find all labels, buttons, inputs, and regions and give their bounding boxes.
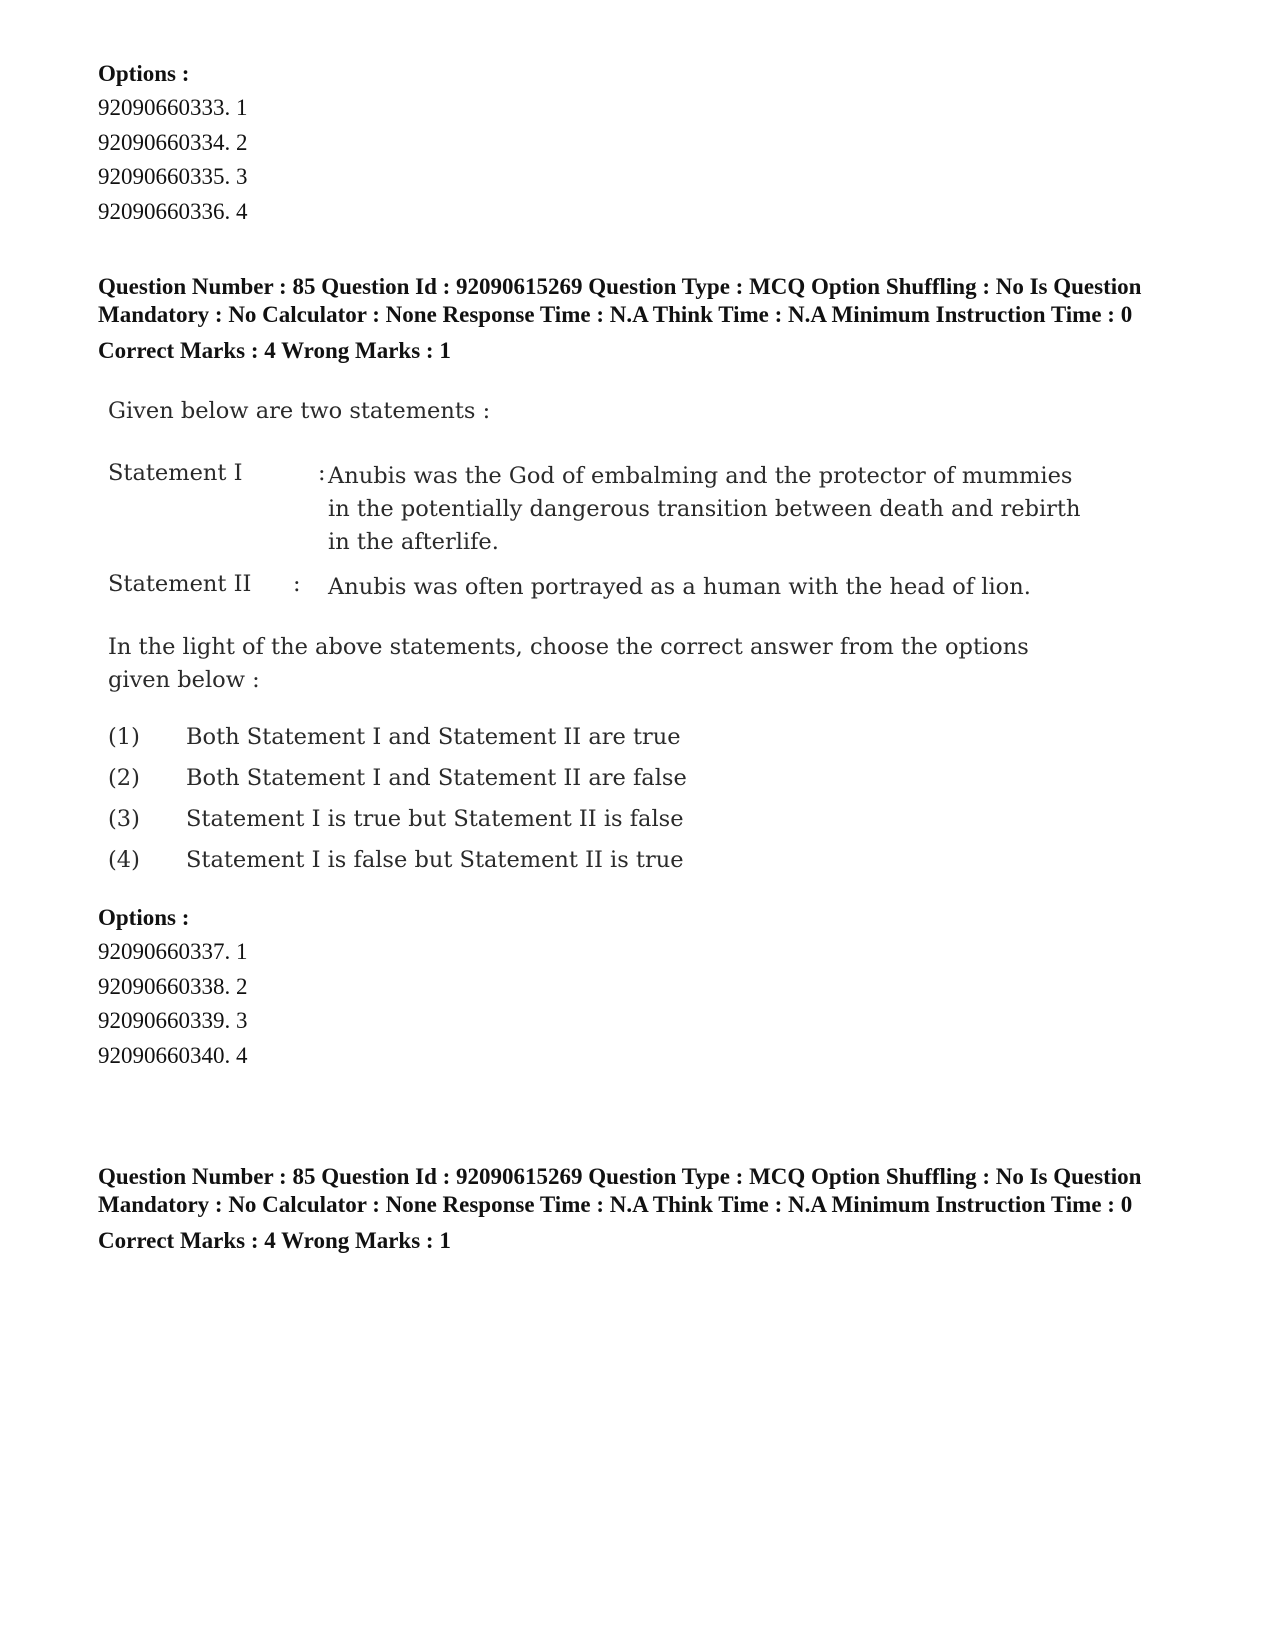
choice-number: (4) <box>108 847 140 873</box>
choice-text: Both Statement I and Statement II are true <box>186 724 681 750</box>
question-meta: Question Number : 85 Question Id : 92090615269 Question Type : MCQ Option Shuffling : No Is Question Mandatory : No Calculator : None Response Time : N.A Think Time : N.A Minimum Instruction Time : 0 <box>98 274 1142 327</box>
option-line: 92090660337. 1 <box>98 939 248 964</box>
statement-2-text: Anubis was often portrayed as a human with the head of lion. <box>328 574 1031 600</box>
answer-choice <box>108 724 1118 758</box>
statement-1-colon: : <box>318 460 326 486</box>
statement-1 <box>108 460 1118 560</box>
question-header <box>98 1163 1198 1255</box>
choice-number: (3) <box>108 806 140 832</box>
question-instruction: In the light of the above statements, choose the correct answer from the options given below : <box>108 634 1029 693</box>
answer-choice <box>108 847 1118 881</box>
answer-choice <box>108 806 1118 840</box>
choice-text: Statement I is false but Statement II is true <box>186 847 684 873</box>
option-line: 92090660340. 4 <box>98 1042 248 1068</box>
choice-number: (1) <box>108 724 140 750</box>
question-meta: Question Number : 85 Question Id : 92090615269 Question Type : MCQ Option Shuffling : No Is Question Mandatory : No Calculator : None Response Time : N.A Think Time : N.A Minimum Instruction Time : 0 <box>98 1164 1142 1217</box>
choice-text: Statement I is true but Statement II is false <box>186 806 684 832</box>
question-body <box>108 398 1118 918</box>
choice-number: (2) <box>108 765 140 791</box>
statement-2 <box>108 571 1118 605</box>
top-options <box>98 57 1198 229</box>
answer-choice <box>108 765 1118 799</box>
question-options <box>98 901 1198 1073</box>
option-line: 92090660339. 3 <box>98 1008 248 1033</box>
statement-1-label: Statement I <box>108 460 243 486</box>
option-line: 92090660335. 3 <box>98 164 248 189</box>
statement-1-text: Anubis was the God of embalming and the protector of mummies in the potentially dangerous transition between death and rebirth in the afterlife. <box>328 463 1081 555</box>
statement-2-label: Statement II <box>108 571 252 597</box>
choice-text: Both Statement I and Statement II are false <box>186 765 687 791</box>
statement-2-colon: : <box>293 571 301 597</box>
option-line: 92090660333. 1 <box>98 95 248 120</box>
question-header <box>98 273 1198 365</box>
question-intro: Given below are two statements : <box>108 398 491 424</box>
option-line: 92090660338. 2 <box>98 973 248 999</box>
option-line: 92090660336. 4 <box>98 198 248 224</box>
options-heading: Options : <box>98 905 190 930</box>
option-line: 92090660334. 2 <box>98 129 248 155</box>
question-marks: Correct Marks : 4 Wrong Marks : 1 <box>98 1228 451 1253</box>
question-marks: Correct Marks : 4 Wrong Marks : 1 <box>98 338 451 363</box>
options-heading: Options : <box>98 61 190 86</box>
